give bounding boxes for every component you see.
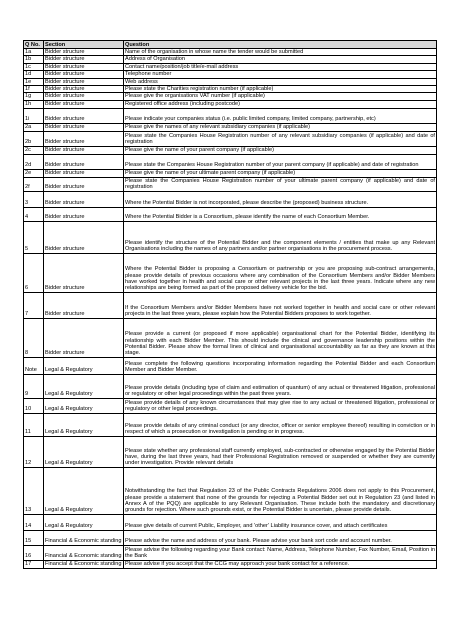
q-number: 1i [24,108,44,123]
q-number: 9 [24,374,44,398]
q-number: 1a [24,49,44,56]
question-text: Where the Potential Bidder is a Consortium, please identify the name of each Consortium Member. [124,207,437,221]
table-row [24,100,437,108]
q-number: 10 [24,398,44,413]
question-text: Please advise the name and address of your bank. Please advise your bank sort code and account number. [124,530,437,545]
table-row [24,318,437,357]
q-number: 6 [24,253,44,292]
section-label: Legal & Regulatory [44,413,124,436]
section-label: Bidder structure [44,78,124,85]
table-row [24,530,437,545]
q-number: 13 [24,467,44,514]
section-label: Bidder structure [44,86,124,93]
question-text: Web address [124,78,437,85]
header-section: Section [44,41,124,49]
q-number: 1h [24,100,44,108]
question-text: Please give details of current Public, Employer, and 'other' Liability insurance cover, and attach certificates [124,514,437,530]
section-label: Financial & Economic standing [44,530,124,545]
q-number: 5 [24,221,44,253]
question-text: Please indicate your companies status (i.e. public limited company, limited company, partnership, etc) [124,108,437,123]
q-number: 8 [24,318,44,357]
table-row [24,177,437,191]
question-text: Telephone number [124,71,437,78]
section-label: Bidder structure [44,49,124,56]
section-label: Bidder structure [44,318,124,357]
question-text: Please state whether any professional staff currently employed, sub-contracted or otherwise engaged by the Potential Bidder have, during the last three years, had their Professional Registration removed or suspended or whether they are currently under investigation. Provide relevant details [124,436,437,467]
section-label: Bidder structure [44,177,124,191]
section-label: Legal & Regulatory [44,467,124,514]
question-text: Registered office address (including postcode) [124,100,437,108]
section-label: Legal & Regulatory [44,374,124,398]
question-text: Where the Potential Bidder is proposing a Consortium or partnership or you are proposing sub-contract arrangements, please provide details of previous occasions where any combination of the Consortium Members and/or Bidder Members have worked together in health and social care or other relevant projects in the last three years. Indicate where any new relationships are being formed as part of the proposed delivery vehicle for the bid. [124,253,437,292]
table-row [24,560,437,568]
q-number: 2e [24,169,44,177]
question-text: Please advise the following regarding your Bank contact: Name, Address, Telephone Number, Fax Number, Email, Position in the Bank [125,547,435,560]
table-row [24,131,437,146]
q-number: 2d [24,154,44,169]
question-text: Please provide details of any criminal conduct (or any director, officer or senior employee thereof) resulting in conviction or in respect of which a prosecution or investigation is pending or in progress. [124,413,437,436]
q-number: 2a [24,123,44,131]
table-row [24,545,437,560]
section-label: Legal & Regulatory [44,357,124,374]
q-number: 1d [24,71,44,78]
question-text: If the Consortium Members and/or Bidder Members have not worked together in health and social care or other relevant projects in the last three years, please explain how the Potential Bidders proposes to work together. [124,292,437,318]
section-label: Bidder structure [44,221,124,253]
table-row [24,49,437,56]
question-text: Please state the Charities registration number (if applicable) [124,86,437,93]
section-label: Bidder structure [44,207,124,221]
question-text: Please advise if you accept that the CCG may approach your bank contact for a reference. [124,560,437,568]
question-text: Name of the organisation in whose name the tender would be submitted [124,49,437,56]
table-row [24,374,437,398]
question-text: Please identify the structure of the Potential Bidder and the component elements / entities that make up any Relevant Organisations including the names of any partners and/or partner organisations in the procurement process. [124,221,437,253]
question-text: Please give the name of your ultimate parent company (if applicable) [124,169,437,177]
question-text: Please state the Companies House Registration number of your ultimate parent company (if applicable) and date of registration [125,178,435,191]
table-row [24,514,437,530]
section-label: Bidder structure [44,253,124,292]
q-number: Note [24,357,44,374]
header-row [24,41,437,49]
q-number: 1g [24,93,44,100]
q-number: 2f [24,177,44,191]
question-text: Please provide a current (or proposed if more applicable) organisational chart for the Potential Bidder, identifying its relationship with each Bidder Member. This should include the clinical and governance leadership positions within the Potential Bidder. Please show the formal lines of clinical and organisational accountability as far as they are known at this stage. [124,318,437,357]
table-row [24,169,437,177]
section-label: Bidder structure [44,100,124,108]
section-label: Bidder structure [44,63,124,70]
table-row [24,86,437,93]
question-text: Please give the names of any relevant subsidiary companies (if applicable) [124,123,437,131]
table-row [24,436,437,467]
q-number: 1f [24,86,44,93]
table-row [24,93,437,100]
q-number: 3 [24,191,44,207]
section-label: Bidder structure [44,191,124,207]
table-row [24,108,437,123]
header-qno: Q No. [24,41,44,49]
section-label: Bidder structure [44,123,124,131]
table-row [24,146,437,154]
section-label: Bidder structure [44,56,124,63]
header-question: Question [124,41,437,49]
table-row [24,253,437,292]
table-row [24,292,437,318]
section-label: Legal & Regulatory [44,398,124,413]
table-row [24,71,437,78]
section-label: Bidder structure [44,93,124,100]
section-label: Legal & Regulatory [44,514,124,530]
table-row [24,357,437,374]
q-number: 7 [24,292,44,318]
question-text: Please state the Companies House Registration number of your parent company (if applicable) and date of registration [124,154,437,169]
section-label: Bidder structure [44,292,124,318]
question-text: Please provide details of any known circumstances that may give rise to any actual or threatened litigation, professional or regulatory or other legal proceedings. [125,400,435,413]
table-row [24,123,437,131]
q-number: 1c [24,63,44,70]
question-text: Please complete the following questions incorporating information regarding the Potential Bidder and each Consortium Member and Bidder Member. [124,357,437,374]
question-text: Please provide details (including type of claim and estimation of quantum) of any actual or threatened litigation, professional or regulatory or other legal proceedings within the past three years. [124,374,437,398]
q-number: 2c [24,146,44,154]
questionnaire-sheet [23,40,436,569]
q-number: 2b [24,131,44,146]
question-text: Address of Organisation [124,56,437,63]
q-number: 15 [24,530,44,545]
questionnaire-table [23,40,437,569]
section-label: Bidder structure [44,146,124,154]
table-row [24,413,437,436]
q-number: 4 [24,207,44,221]
q-number: 1e [24,78,44,85]
table-row [24,154,437,169]
section-label: Bidder structure [44,154,124,169]
section-label: Bidder structure [44,169,124,177]
section-label: Financial & Economic standing [44,545,124,560]
table-row [24,398,437,413]
section-label: Legal & Regulatory [44,436,124,467]
q-number: 16 [24,545,44,560]
table-row [24,63,437,70]
section-label: Bidder structure [44,71,124,78]
table-row [24,56,437,63]
table-row [24,221,437,253]
section-label: Bidder structure [44,108,124,123]
q-number: 17 [24,560,44,568]
q-number: 14 [24,514,44,530]
question-text: Please state the Companies House Registration number of any relevant subsidiary companies (if applicable) and date of registration [125,133,435,146]
table-row [24,467,437,514]
table-row [24,207,437,221]
question-text: Please give the name of your parent company (if applicable) [124,146,437,154]
table-row [24,191,437,207]
question-text: Please give the organisations VAT number (if applicable) [124,93,437,100]
section-label: Financial & Economic standing [45,561,122,568]
question-text: Notwithstanding the fact that Regulation 23 of the Public Contracts Regulations 2006 does not apply to this Procurement, please provide a statement that none of the grounds for rejecting a Potential Bidder set out in Regulation 23 (and listed in Annex A of the PQQ) are applicable to any Relevant Organisation. These include both the mandatory and discretionary grounds for rejection. Where such grounds exist, or the Potential Bidder is uncertain, please provide details. [124,467,437,514]
section-label: Bidder structure [44,131,124,146]
q-number: 1b [24,56,44,63]
q-number: 11 [24,413,44,436]
q-number: 12 [24,436,44,467]
question-text: Where the Potential Bidder is not incorporated, please describe the (proposed) business structure. [124,191,437,207]
question-text: Contact name/position/job title/e-mail address [124,63,437,70]
table-row [24,78,437,85]
